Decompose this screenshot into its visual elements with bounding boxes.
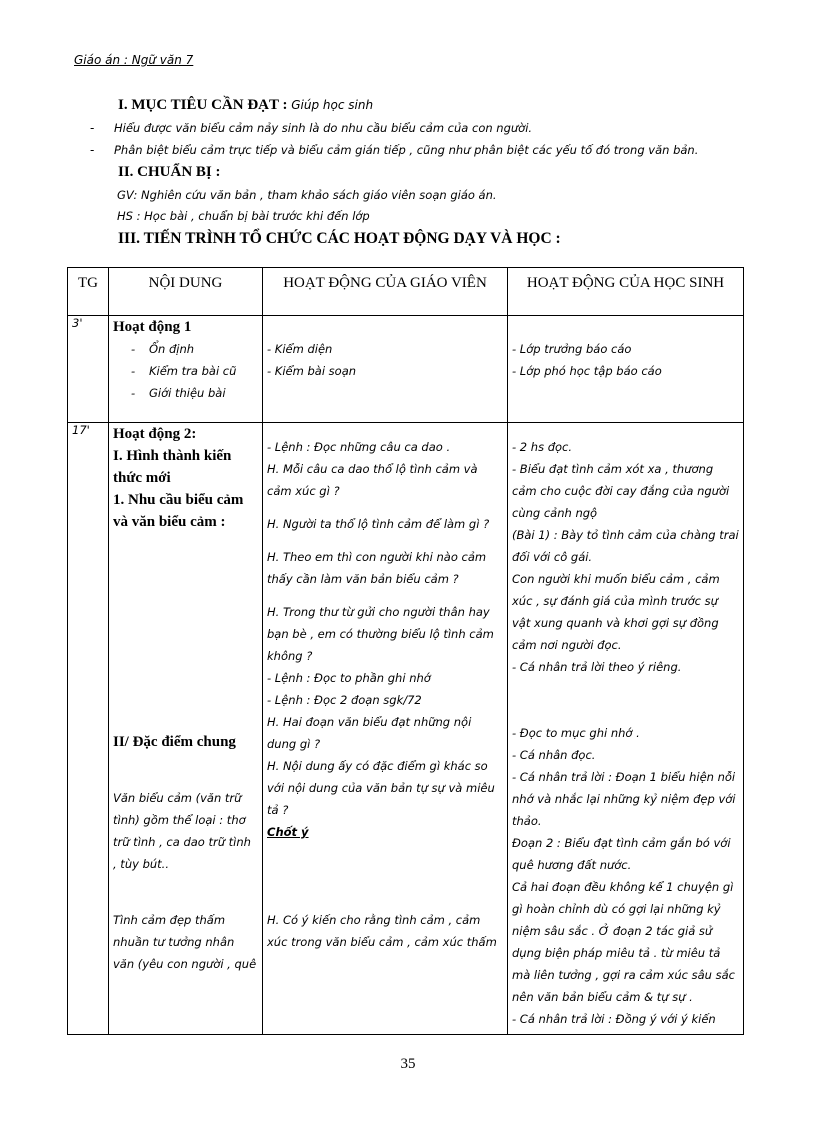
prep-title: II. CHUẨN BỊ :: [118, 164, 221, 180]
student-line: - Cá nhân trả lời : Đoạn 1 biểu hiện nỗi nhớ và nhắc lại những kỷ niệm đẹp với thảo.: [512, 770, 736, 828]
teacher-line: H. Trong thư từ gửi cho người thân hay bạn bè , em có thường biểu lộ tình cảm không ?: [267, 605, 494, 663]
list-item: - Ổn định: [131, 338, 258, 360]
student-line: - Lớp phó học tập báo cáo: [512, 364, 662, 378]
tg-value: 17': [72, 423, 90, 437]
page-header: Giáo án : Ngữ văn 7: [74, 53, 194, 67]
header-content: NỘI DUNG: [109, 268, 263, 316]
section-subheading: 1. Nhu cầu biểu cảm và văn biểu cảm :: [113, 492, 244, 530]
row1-student: [508, 316, 744, 423]
teacher-line: H. Theo em thì con người khi nào cảm thấy cần làm văn bản biểu cảm ?: [267, 550, 487, 586]
row1-content: [109, 316, 263, 423]
header-teacher: HOẠT ĐỘNG CỦA GIÁO VIÊN: [263, 268, 508, 316]
note-genres: Văn biểu cảm (văn trữ tình) gồm thể loại : thơ trữ tình , ca dao trữ tình , tùy bút..: [113, 791, 251, 871]
student-line: - 2 hs đọc.: [512, 440, 573, 454]
page-number: 35: [400, 1056, 416, 1072]
lesson-table: [67, 267, 744, 1035]
activity-title: Hoạt động 2:: [113, 426, 197, 442]
student-line: - Cá nhân đọc.: [512, 748, 596, 762]
teacher-line: H. Mỗi câu ca dao thổ lộ tình cảm và cảm xúc gì ?: [267, 462, 478, 498]
row1-items: [113, 338, 258, 404]
header-student: HOẠT ĐỘNG CỦA HỌC SINH: [508, 268, 744, 316]
student-line: - Biểu đạt tình cảm xót xa , thương cảm cho cuộc đời cay đắng của người cùng cảnh ngộ: [512, 462, 730, 520]
row2-tg: [68, 423, 109, 1035]
teacher-line: H. Người ta thổ lộ tình cảm để làm gì ?: [267, 517, 490, 531]
teacher-line: H. Có ý kiến cho rằng tình cảm , cảm xúc trong văn biểu cảm , cảm xúc thấm: [267, 913, 497, 949]
row1-teacher: [263, 316, 508, 423]
row1-title: Hoạt động 1: [113, 319, 192, 335]
row2-content: [109, 423, 263, 1035]
chot-y-label: Chốt ý: [267, 825, 309, 839]
row2-teacher: [263, 423, 508, 1035]
objectives-title: I. MỤC TIÊU CẦN ĐẠT :: [118, 97, 288, 113]
table-row: [68, 423, 744, 1035]
bullet-dash: -: [90, 121, 95, 135]
teacher-line: - Lệnh : Đọc to phần ghi nhớ: [267, 671, 431, 685]
row1-tg: [68, 316, 109, 423]
student-line: - Đọc to mục ghi nhớ .: [512, 726, 640, 740]
row2-student: [508, 423, 744, 1035]
bullet-dash: -: [90, 143, 95, 157]
tg-value: 3': [72, 316, 83, 330]
list-item: - Kiểm tra bài cũ: [131, 360, 258, 382]
note-feelings: Tình cảm đẹp thấm nhuần tư tưởng nhân văn (yêu con người , quê: [113, 913, 257, 971]
list-item: - Giới thiệu bài: [131, 382, 258, 404]
teacher-line: - Kiểm diện: [267, 342, 333, 356]
objective-item: Phân biệt biểu cảm trực tiếp và biểu cảm gián tiếp , cũng như phân biệt các yếu tố đó trong văn bản.: [114, 143, 699, 157]
objectives-heading: [118, 97, 373, 114]
prep-hs: HS : Học bài , chuẩn bị bài trước khi đến lớp: [117, 209, 370, 223]
table-header-row: [68, 268, 744, 316]
teacher-line: - Kiểm bài soạn: [267, 364, 357, 378]
objectives-subtitle: Giúp học sinh: [291, 98, 374, 112]
student-line: Đoạn 2 : Biểu đạt tình cảm gắn bó với quê hương đất nước.: [512, 836, 731, 872]
section-heading-2: II/ Đặc điểm chung: [113, 734, 236, 750]
prep-gv: GV: Nghiên cứu văn bản , tham khảo sách giáo viên soạn giáo án.: [117, 188, 497, 202]
student-line: - Cá nhân trả lời : Đồng ý với ý kiến: [512, 1012, 716, 1026]
teacher-line: H. Nội dung ấy có đặc điểm gì khác so với nội dung của văn bản tự sự và miêu tả ?: [267, 759, 495, 817]
objective-item: Hiểu được văn biểu cảm nảy sinh là do nhu cầu biểu cảm của con người.: [114, 121, 533, 135]
teacher-line: - Lệnh : Đọc những câu ca dao .: [267, 440, 451, 454]
student-line: Con người khi muốn biểu cảm , cảm xúc , sự đánh giá của mình trước sự vật xung quanh và khơi gợi sự đồng cảm nơi người đọc.: [512, 572, 720, 652]
section-heading: I. Hình thành kiến thức mới: [113, 448, 232, 486]
teacher-line: - Lệnh : Đọc 2 đoạn sgk/72: [267, 693, 422, 707]
header-tg: TG: [68, 268, 109, 316]
table-row: [68, 316, 744, 423]
student-line: - Cá nhân trả lời theo ý riêng.: [512, 660, 682, 674]
teacher-line: H. Hai đoạn văn biểu đạt những nội dung gì ?: [267, 715, 472, 751]
student-line: Cả hai đoạn đều không kể 1 chuyện gì gì hoàn chỉnh dù có gợi lại những kỷ niệm sâu sắc . Ở đoạn 2 tác giả sử dụng biện pháp miêu tả . từ miêu tả mà liên tưởng , gợi ra cảm xúc sâu sắc nên văn bản biểu cảm & tự sự .: [512, 880, 735, 1004]
process-title: III. TIẾN TRÌNH TỔ CHỨC CÁC HOẠT ĐỘNG DẠY VÀ HỌC :: [118, 230, 561, 247]
student-line: - Lớp trưởng báo cáo: [512, 342, 632, 356]
student-line: (Bài 1) : Bày tỏ tình cảm của chàng trai đối với cô gái.: [512, 528, 739, 564]
